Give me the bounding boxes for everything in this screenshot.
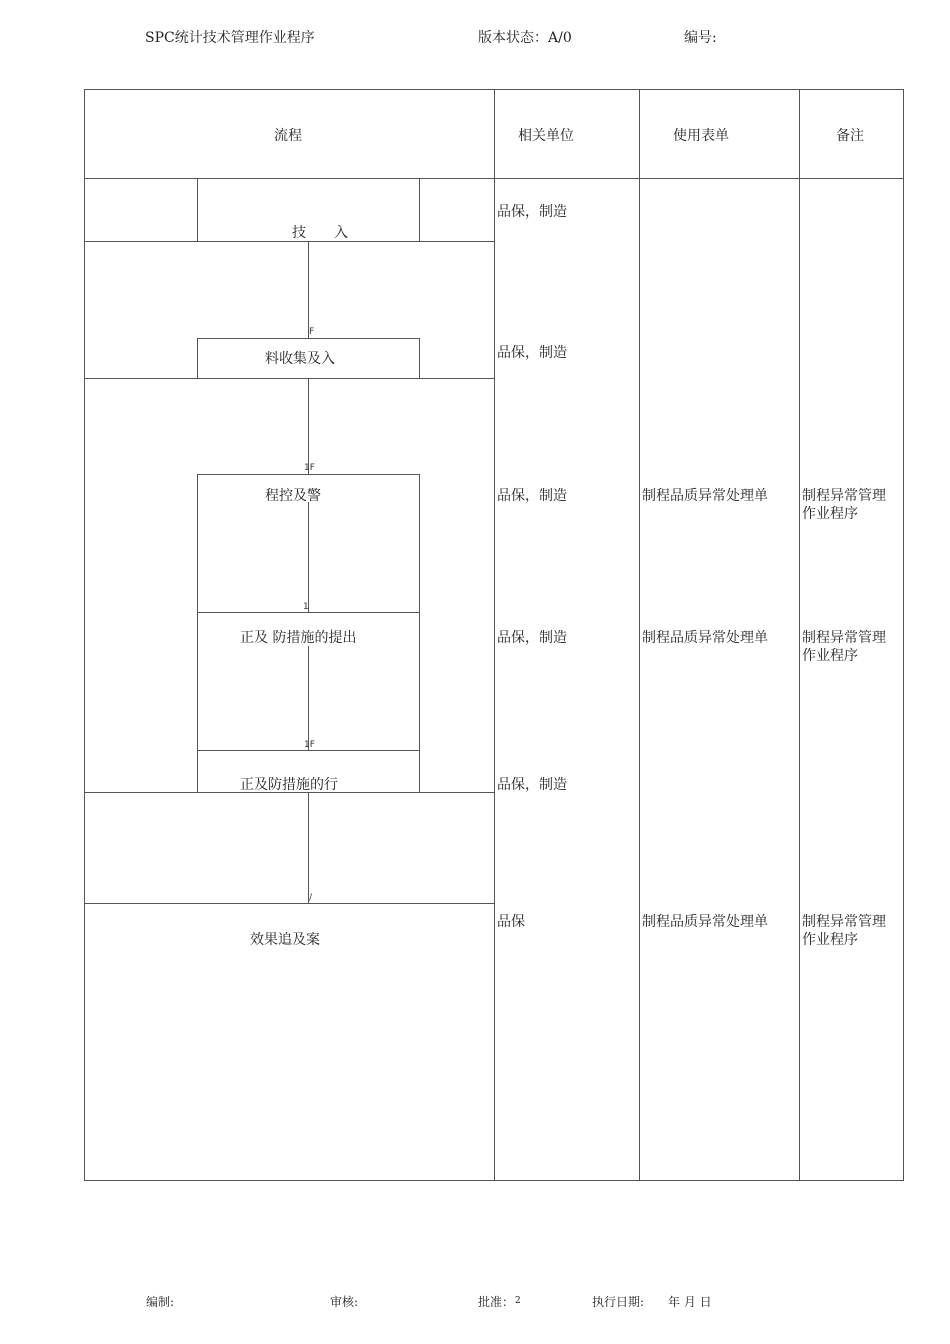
exec-date-label: 执行日期: (592, 1295, 645, 1309)
table-left-border (84, 89, 85, 1180)
remark: 制程异常管理作业程序 (802, 488, 886, 522)
flow-connector (308, 646, 309, 750)
version-status: 版本状态：A/0 (478, 30, 572, 46)
related-unit: 品保，制造 (497, 204, 567, 220)
document-title: SPC统计技术管理作业程序 (145, 30, 315, 46)
approved-by-mark: 2 (515, 1296, 521, 1306)
flow-box-border (197, 474, 420, 475)
related-unit: 品保，制造 (497, 488, 567, 504)
flow-arrow-mark: 1F (304, 463, 315, 473)
flow-box-border (197, 474, 198, 792)
column-header-form: 使用表单 (673, 128, 729, 144)
flow-arrow-mark: 1 (303, 602, 309, 612)
column-header-flow: 流程 (274, 128, 302, 144)
related-unit: 品保，制造 (497, 630, 567, 646)
flow-connector (308, 378, 309, 474)
flow-step-label: 正及防措施的行 (240, 777, 338, 793)
flow-box-border (419, 179, 420, 241)
flow-row-divider (84, 241, 494, 242)
flow-box-border (197, 750, 420, 751)
flow-connector (308, 241, 309, 338)
related-unit: 品保，制造 (497, 777, 567, 793)
column-divider (799, 89, 800, 1180)
flow-row-divider (84, 903, 494, 904)
remark: 制程异常管理作业程序 (802, 914, 886, 948)
related-unit: 品保，制造 (497, 345, 567, 361)
approved-by-label: 批准： (478, 1295, 515, 1309)
flow-step-label: 料收集及入 (265, 351, 335, 367)
column-header-remark: 备注 (836, 128, 864, 144)
flow-box-border (197, 338, 198, 378)
flow-step-label: 正及 防措施的提出 (240, 630, 357, 646)
flow-box-border (419, 338, 420, 378)
form-name: 制程品质异常处理单 (642, 914, 768, 930)
flow-step-label: 技 入 (292, 225, 348, 241)
document-number-label: 编号: (684, 30, 717, 46)
remark: 制程异常管理作业程序 (802, 630, 886, 664)
flow-box-border (197, 179, 198, 241)
table-right-border (903, 89, 904, 1180)
flow-arrow-mark: / (309, 893, 313, 903)
column-divider (639, 89, 640, 1180)
flow-box-border (419, 474, 420, 792)
flow-box-border (197, 612, 420, 613)
form-name: 制程品质异常处理单 (642, 488, 768, 504)
prepared-by-label: 编制: (146, 1295, 175, 1309)
flow-connector (308, 502, 309, 612)
flow-arrow-mark: F (309, 327, 315, 337)
reviewed-by-label: 审核: (330, 1295, 359, 1309)
form-name: 制程品质异常处理单 (642, 630, 768, 646)
header-row-divider (84, 178, 904, 179)
related-unit: 品保 (497, 914, 525, 930)
column-header-unit: 相关单位 (518, 128, 574, 144)
flow-arrow-mark: 1F (304, 740, 315, 750)
table-bottom-border (84, 1180, 904, 1181)
flow-step-label: 程控及警 (265, 488, 321, 504)
flow-box-border (197, 338, 420, 339)
flow-row-divider (84, 378, 494, 379)
flow-step-label: 效果追及案 (250, 932, 320, 948)
flow-connector (308, 792, 309, 903)
exec-date-value: 年 月 日 (668, 1295, 712, 1309)
column-divider (494, 89, 495, 1180)
